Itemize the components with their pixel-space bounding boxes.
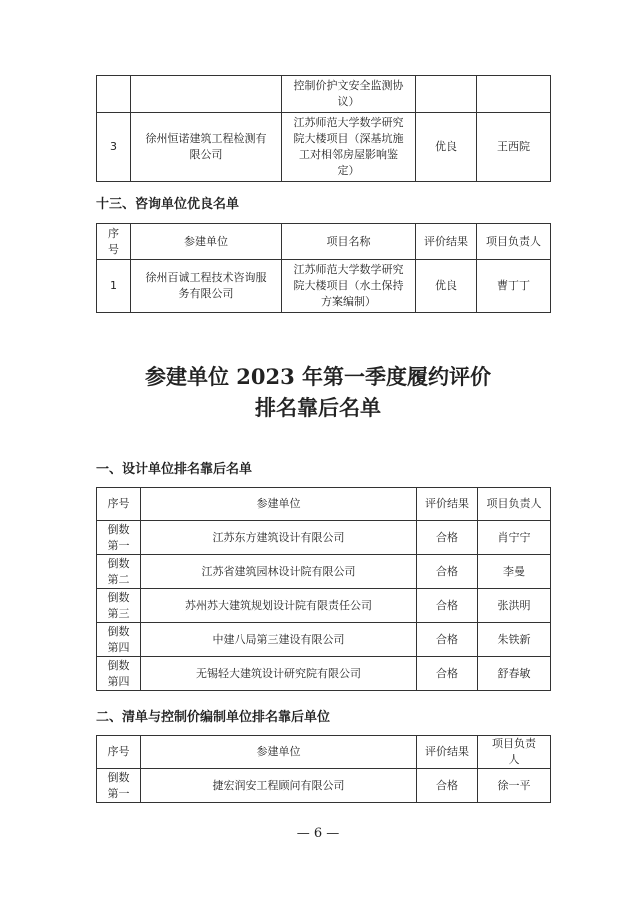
header-row	[97, 224, 551, 260]
result-cell: 优良	[416, 260, 477, 313]
project-cell	[282, 260, 416, 313]
result-cell: 合格	[417, 555, 478, 589]
table-row	[97, 623, 551, 657]
index-text: 第一	[107, 786, 130, 800]
unit-cell: 苏州苏大建筑规划设计院有限责任公司	[141, 589, 417, 623]
index-text: 第二	[107, 572, 130, 586]
leader-cell: 朱铁新	[478, 623, 551, 657]
index-text: 倒数	[107, 590, 130, 604]
result-header: 评价结果	[417, 488, 478, 521]
index-text: 倒数	[107, 522, 130, 536]
project-text: 方案编制）	[321, 295, 376, 308]
index-cell: 3	[97, 113, 131, 182]
unit-cell	[131, 260, 282, 313]
section-13-heading: 十三、咨询单位优良名单	[96, 197, 240, 212]
leader-cell: 舒春敏	[478, 657, 551, 691]
leader-cell: 曹丁丁	[477, 260, 551, 313]
table-row	[97, 589, 551, 623]
result-cell: 合格	[417, 623, 478, 657]
table-row	[97, 555, 551, 589]
unit-cell: 江苏东方建筑设计有限公司	[141, 521, 417, 555]
leader-header: 项目负责人	[478, 488, 551, 521]
header-text: 项目负责	[492, 737, 536, 750]
result-cell: 合格	[417, 589, 478, 623]
leader-cell: 张洪明	[478, 589, 551, 623]
index-cell	[97, 769, 141, 803]
main-title-line-2: 排名靠后名单	[255, 395, 381, 420]
header-row	[97, 736, 551, 769]
index-text: 第四	[107, 674, 130, 688]
index-text: 倒数	[107, 658, 130, 672]
design-table	[96, 487, 551, 691]
unit-cell: 无锡轻大建筑设计研究院有限公司	[141, 657, 417, 691]
page-number: — 6 —	[296, 826, 340, 841]
index-text: 第三	[107, 606, 130, 620]
table-row	[97, 657, 551, 691]
leader-cell: 王西院	[477, 113, 551, 182]
project-text: 院大楼项目（深基坑施	[293, 132, 404, 145]
result-cell	[416, 76, 477, 113]
index-header	[97, 224, 131, 260]
result-cell: 合格	[417, 521, 478, 555]
unit-text: 务有限公司	[178, 287, 234, 300]
consulting-table	[96, 223, 551, 313]
unit-cell: 江苏省建筑园林设计院有限公司	[141, 555, 417, 589]
header-text: 人	[508, 753, 520, 766]
result-header: 评价结果	[416, 224, 477, 260]
index-cell	[97, 76, 131, 113]
table-row	[97, 521, 551, 555]
result-cell: 优良	[416, 113, 477, 182]
project-text: 院大楼项目（水土保持	[293, 279, 404, 292]
table-row	[97, 260, 551, 313]
leader-cell	[477, 76, 551, 113]
table-row	[97, 113, 551, 182]
project-text: 定）	[337, 164, 360, 177]
section-2-heading: 二、清单与控制价编制单位排名靠后单位	[96, 710, 331, 725]
index-text: 倒数	[107, 624, 130, 638]
unit-cell	[131, 76, 282, 113]
index-cell	[97, 589, 141, 623]
index-cell	[97, 555, 141, 589]
result-header: 评价结果	[417, 736, 478, 769]
project-cell	[282, 76, 416, 113]
project-text: 议）	[337, 95, 360, 108]
index-header: 序号	[97, 736, 141, 769]
result-cell: 合格	[417, 657, 478, 691]
index-header: 序号	[97, 488, 141, 521]
unit-header: 参建单位	[131, 224, 282, 260]
bill-table	[96, 735, 551, 803]
index-cell	[97, 521, 141, 555]
index-text: 倒数	[107, 556, 130, 570]
index-cell: 1	[97, 260, 131, 313]
project-text: 江苏师范大学数学研究	[293, 116, 404, 129]
section-1-heading: 一、设计单位排名靠后名单	[96, 462, 253, 477]
index-text: 倒数	[107, 770, 130, 784]
unit-text: 限公司	[189, 148, 223, 161]
unit-cell: 捷宏润安工程顾问有限公司	[141, 769, 417, 803]
index-text: 第四	[107, 640, 130, 654]
project-text: 工对相邻房屋影响鉴	[299, 148, 398, 161]
header-row	[97, 488, 551, 521]
leader-header	[478, 736, 551, 769]
leader-cell: 肖宁宁	[478, 521, 551, 555]
index-cell	[97, 657, 141, 691]
unit-cell	[131, 113, 282, 182]
table-row	[97, 769, 551, 803]
unit-cell: 中建八局第三建设有限公司	[141, 623, 417, 657]
header-text: 号	[108, 242, 119, 256]
top-table	[96, 75, 551, 182]
table-row	[97, 76, 551, 113]
index-text: 第一	[107, 538, 130, 552]
project-cell	[282, 113, 416, 182]
project-text: 江苏师范大学数学研究	[293, 263, 404, 276]
leader-header: 项目负责人	[477, 224, 551, 260]
main-title-line-1: 参建单位 2023 年第一季度履约评价	[144, 364, 492, 389]
project-text: 控制价护文安全监测协	[293, 79, 404, 92]
unit-header: 参建单位	[141, 488, 417, 521]
unit-text: 徐州恒诺建筑工程检测有	[145, 132, 267, 145]
project-header: 项目名称	[282, 224, 416, 260]
result-cell: 合格	[417, 769, 478, 803]
header-text: 序	[108, 226, 119, 240]
unit-text: 徐州百诚工程技术咨询服	[145, 271, 267, 284]
unit-header: 参建单位	[141, 736, 417, 769]
leader-cell: 徐一平	[478, 769, 551, 803]
index-cell	[97, 623, 141, 657]
leader-cell: 李曼	[478, 555, 551, 589]
